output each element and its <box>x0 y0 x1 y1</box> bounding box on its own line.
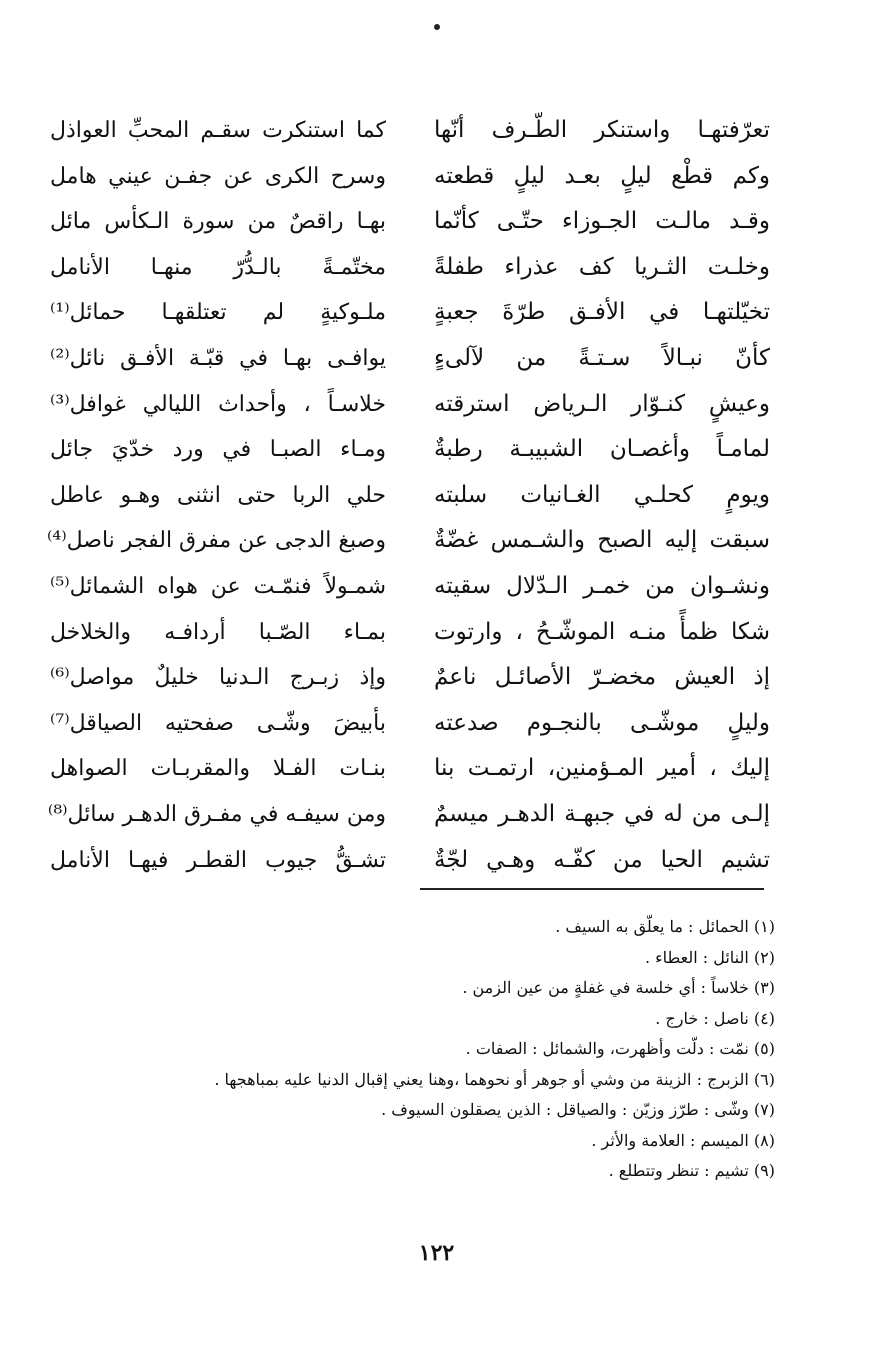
verse-left-7: خلاسـاً ، وأحداث الليالي غوافل⁽³⁾ <box>50 391 386 417</box>
footnote-5: (٥) نمّت : دلّت وأظهرت، والشمائل : الصفات . <box>465 1039 775 1058</box>
footnote-8: (٨) الميسم : العلامة والأثر . <box>591 1130 775 1150</box>
verse-left-12: بمـاء الصّـبا أردافـه والخلاخل <box>50 619 386 645</box>
verse-right-11: ونشـوان من خمـر الـدّلال سقيته <box>434 572 770 599</box>
verse-left-1: كما استنكرت سقـم المحبِّ العواذل <box>50 118 386 143</box>
header-ornament <box>434 24 440 30</box>
verse-right-5: تخيّلتهـا في الأفـق طرّةَ جعبةٍ <box>434 299 770 326</box>
verse-right-15: إليك ، أمير المـؤمنين، ارتمـت بنا <box>434 755 770 782</box>
verse-right-4: وخلـت الثـريا كف عذراء طفلةً <box>434 253 770 280</box>
footnote-6: (٦) الزبرج : الزينة من وشي أو جوهر أو نحوهما ،وهنا يعني إقبال الدنيا عليه بمباهجها . <box>214 1069 775 1089</box>
verse-left-13: وإذ زبـرج الـدنيا خليلٌ مواصل⁽⁶⁾ <box>50 665 386 691</box>
verse-right-8: لمامـاً وأغصـان الشبيبـة رطبةٌ <box>434 436 770 463</box>
verse-left-9: حلي الربا حتى انثنى وهـو عاطل <box>50 482 386 508</box>
verse-left-8: ومـاء الصبـا في ورد خدّيَ جائل <box>50 437 386 463</box>
page-number: ١٢٢ <box>418 1240 455 1266</box>
verse-right-12: شكا ظمأً منـه الموشّـحُ ، وارتوت <box>434 618 770 645</box>
verse-right-3: وقـد مالـت الجـوزاء حتّـى كأنّما <box>434 208 770 235</box>
verse-left-10: وصبغ الدجى عن مفرق الفجر ناصل⁽⁴⁾ <box>46 528 386 554</box>
verse-left-4: مختّمـةً بالـدُّرّ منهـا الأنامل <box>50 254 386 280</box>
verse-left-11: شمـولاً فنمّـت عن هواه الشمائل⁽⁵⁾ <box>50 573 386 599</box>
verse-right-2: وكم قطْع ليلٍ بعـد ليلٍ قطعته <box>434 162 770 189</box>
verse-right-17: تشيم الحيا من كفّـه وهـي لجّةٌ <box>434 846 770 873</box>
verse-right-13: إذ العيش مخضـرّ الأصائـل ناعمٌ <box>434 664 770 691</box>
footnote-4: (٤) ناصل : خارج . <box>655 1008 775 1028</box>
verse-left-16: ومن سيفـه في مفـرق الدهـر سائل⁽⁸⁾ <box>47 801 386 827</box>
footnote-9: (٩) تشيم : تنظر وتتطلع . <box>608 1161 775 1180</box>
verse-left-2: وسرح الكرى عن جفـن عيني هامل <box>50 163 386 189</box>
verse-left-5: ملـوكيةٍ لم تعتلقهـا حمائل⁽¹⁾ <box>50 300 386 326</box>
verse-left-17: تشـقُّ جيوب القطـر فيهـا الأنامل <box>50 847 386 873</box>
verse-right-16: إلـى من له في جبهـة الدهـر ميسمٌ <box>434 800 770 827</box>
footnote-3: (٣) خلاساً : أي خلسة في غفلةٍ من عين الزمن . <box>462 978 775 997</box>
poem-body <box>46 108 770 873</box>
verse-left-14: بأبيضَ وشّـى صفحتيه الصياقل⁽⁷⁾ <box>50 710 386 736</box>
verse-left-6: يوافـى بهـا في قبّـة الأفـق نائل⁽²⁾ <box>50 345 386 371</box>
footnote-separator <box>420 888 764 890</box>
footnote-7: (٧) وشّى : طرّز وزيّن : والصياقل : الذين يصقلون السيوف . <box>381 1100 775 1119</box>
verse-right-10: سبقت إليه الصبح والشـمس غضّةٌ <box>434 527 770 554</box>
footnotes <box>135 912 775 1187</box>
verse-left-3: بهـا راقصٌ من سورة الـكأس مائل <box>50 209 386 235</box>
poem-right-column <box>434 108 770 883</box>
footnote-2: (٢) النائل : العطاء . <box>644 947 775 967</box>
verse-right-7: وعيشٍ كنـوّار الـرياض استرقته <box>434 390 770 417</box>
footnote-1: (١) الحمائل : ما يعلّق به السيف . <box>555 917 775 936</box>
poem-left-column <box>46 108 386 883</box>
verse-right-1: تعرّفتهـا واستنكر الطّـرف أنّها <box>434 117 770 143</box>
verse-right-9: ويومٍ كحلـي الغـانيات سلبته <box>434 481 770 508</box>
verse-left-15: بنـات الفـلا والمقربـات الصواهل <box>50 756 386 782</box>
verse-right-6: كأنّ نبـالاً سـتـةً من لآلىءٍ <box>434 344 770 371</box>
verse-right-14: وليلٍ موشّـى بالنجـوم صدعته <box>434 709 770 736</box>
